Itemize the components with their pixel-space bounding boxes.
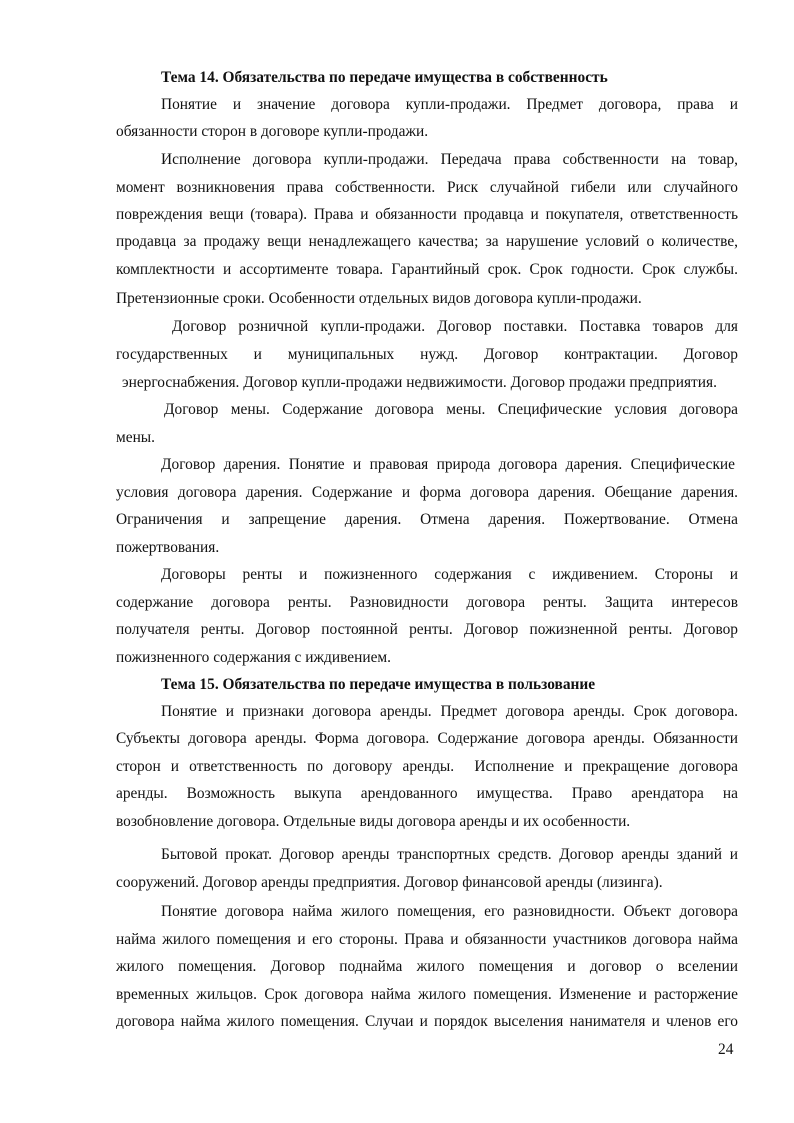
- paragraph-line: Договор розничной купли-продажи. Договор поставки. Поставка товаров для: [172, 318, 738, 335]
- page-number: 24: [718, 1041, 734, 1058]
- paragraph-line: сторон и ответственность по договору аренды. Исполнение и прекращение договора: [116, 758, 738, 775]
- paragraph-line: возобновление договора. Отдельные виды договора аренды и их особенности.: [116, 813, 631, 830]
- paragraph-line: энергоснабжения. Договор купли-продажи недвижимости. Договор продажи предприятия.: [122, 374, 717, 391]
- paragraph-line: пожертвования.: [116, 539, 220, 556]
- paragraph-line: комплектности и ассортименте товара. Гарантийный срок. Срок годности. Срок службы.: [116, 261, 738, 278]
- paragraph-line: временных жильцов. Срок договора найма жилого помещения. Изменение и расторжение: [116, 986, 738, 1003]
- paragraph-line: Исполнение договора купли-продажи. Передача права собственности на товар,: [161, 151, 738, 168]
- paragraph-line: Понятие и значение договора купли-продажи. Предмет договора, права и: [161, 96, 738, 113]
- paragraph-line: сооружений. Договор аренды предприятия. Договор финансовой аренды (лизинга).: [116, 874, 663, 891]
- paragraph-line: жилого помещения. Договор поднайма жилого помещения и договор о вселении: [116, 958, 738, 975]
- paragraph-line: Претензионные сроки. Особенности отдельных видов договора купли-продажи.: [116, 290, 642, 307]
- paragraph-line: аренды. Возможность выкупа арендованного имущества. Право арендатора на: [116, 785, 738, 802]
- paragraph-line: Понятие и признаки договора аренды. Предмет договора аренды. Срок договора.: [161, 703, 738, 720]
- paragraph-line: продавца за продажу вещи ненадлежащего качества; за нарушение условий о количестве,: [116, 233, 738, 250]
- paragraph-line: государственных и муниципальных нужд. Договор контрактации. Договор: [116, 346, 738, 363]
- paragraph-line: пожизненного содержания с иждивением.: [116, 649, 392, 666]
- paragraph-line: Понятие договора найма жилого помещения, его разновидности. Объект договора: [161, 903, 738, 920]
- paragraph-line: Договор дарения. Понятие и правовая природа договора дарения. Специфические: [161, 456, 735, 473]
- paragraph-line: обязанности сторон в договоре купли-продажи.: [116, 123, 429, 140]
- topic-15-heading: Тема 15. Обязательства по передаче имущества в пользование: [161, 676, 596, 693]
- paragraph-line: Бытовой прокат. Договор аренды транспортных средств. Договор аренды зданий и: [161, 846, 738, 863]
- paragraph-line: получателя ренты. Договор постоянной ренты. Договор пожизненной ренты. Договор: [116, 621, 738, 638]
- paragraph-line: повреждения вещи (товара). Права и обязанности продавца и покупателя, ответственность: [116, 206, 738, 223]
- paragraph-line: Ограничения и запрещение дарения. Отмена дарения. Пожертвование. Отмена: [116, 511, 738, 528]
- paragraph-line: момент возникновения права собственности. Риск случайной гибели или случайного: [116, 179, 738, 196]
- paragraph-line: Договоры ренты и пожизненного содержания с иждивением. Стороны и: [161, 566, 738, 583]
- paragraph-line: условия договора дарения. Содержание и форма договора дарения. Обещание дарения.: [116, 484, 738, 501]
- paragraph-line: договора найма жилого помещения. Случаи и порядок выселения нанимателя и членов его: [116, 1013, 738, 1030]
- paragraph-line: мены.: [116, 429, 155, 446]
- paragraph-line: содержание договора ренты. Разновидности договора ренты. Защита интересов: [116, 594, 738, 611]
- topic-14-heading: Тема 14. Обязательства по передаче имущества в собственность: [161, 69, 608, 86]
- paragraph-line: найма жилого помещения и его стороны. Права и обязанности участников договора найма: [116, 931, 738, 948]
- paragraph-line: Субъекты договора аренды. Форма договора. Содержание договора аренды. Обязанности: [116, 730, 738, 747]
- paragraph-line: Договор мены. Содержание договора мены. Специфические условия договора: [164, 401, 738, 418]
